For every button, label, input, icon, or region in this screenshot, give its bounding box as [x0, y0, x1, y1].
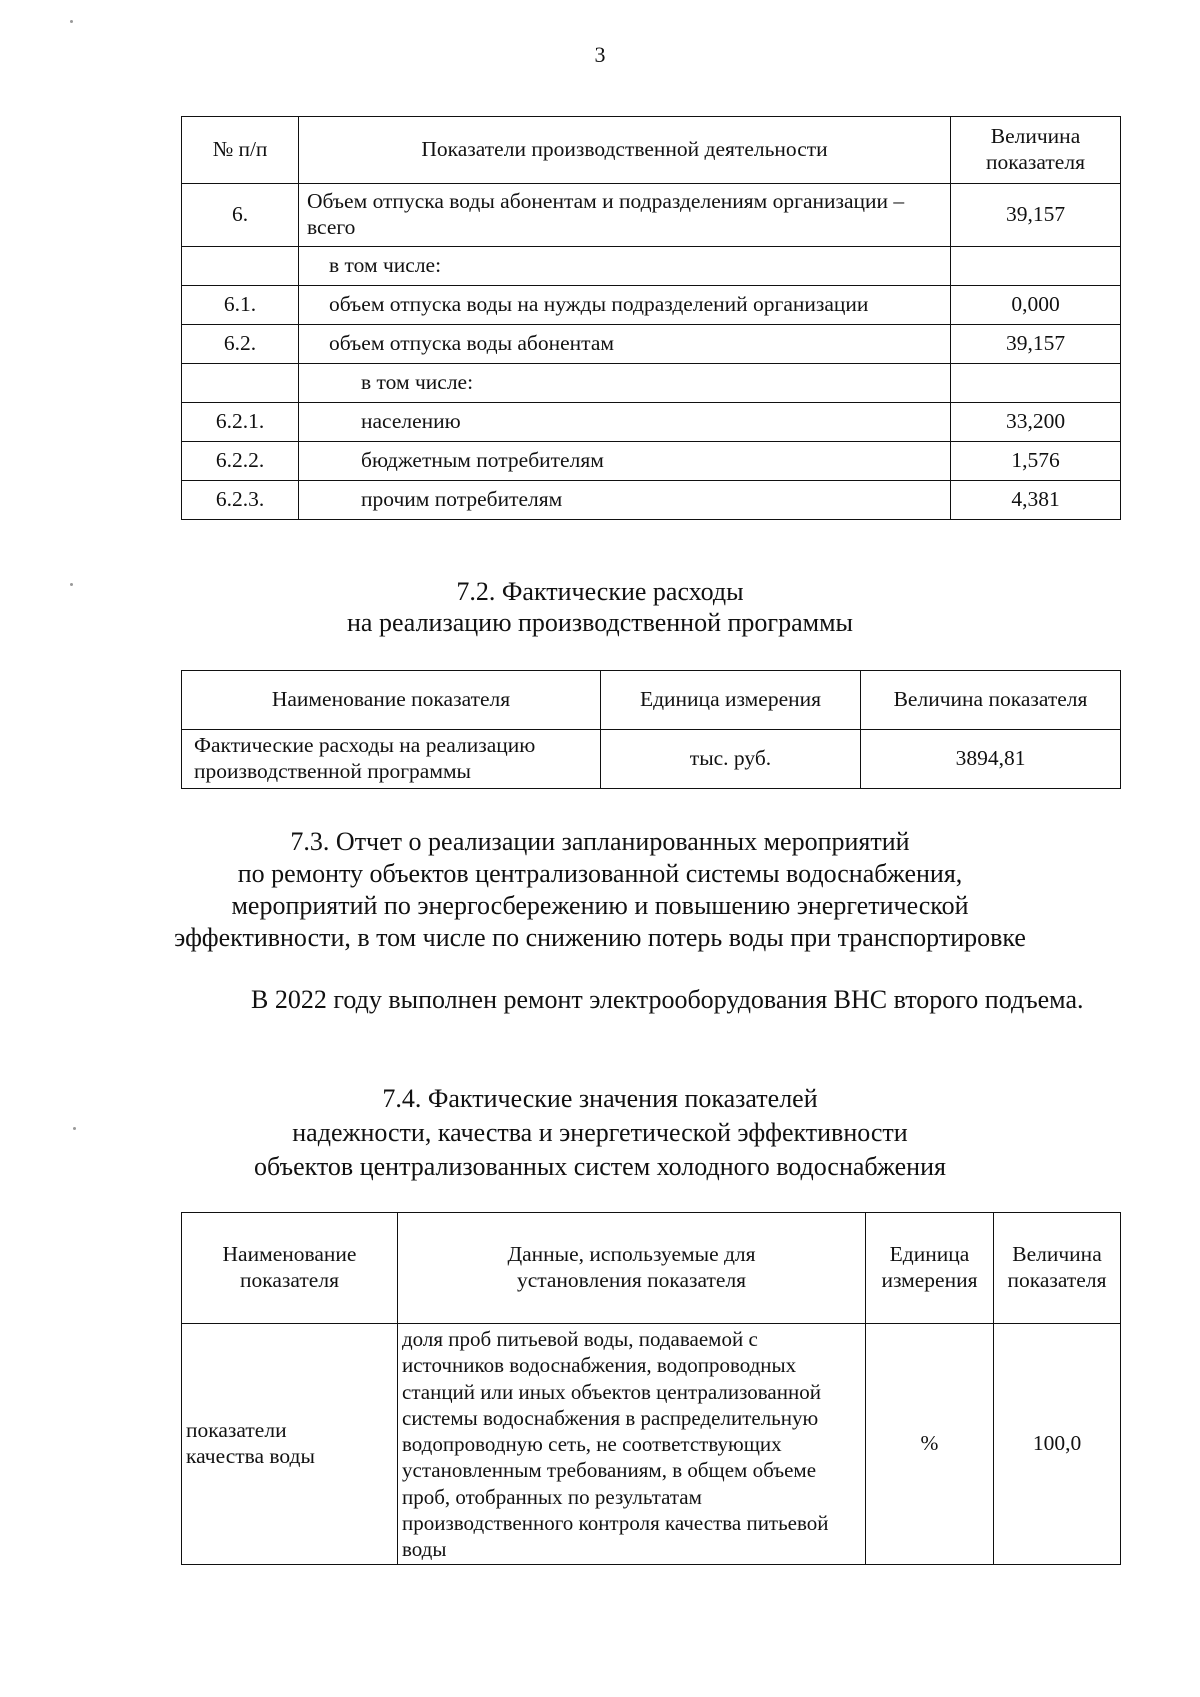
row-label: прочим потребителям — [299, 481, 951, 520]
row-number — [182, 364, 299, 403]
row-number: 6.2.3. — [182, 481, 299, 520]
section-7-4-heading-line-3: объектов централизованных систем холодного водоснабжения — [254, 1152, 946, 1181]
row-label: в том числе: — [299, 247, 951, 286]
indicator-unit: % — [866, 1324, 994, 1565]
expense-value: 3894,81 — [861, 730, 1121, 789]
row-label: бюджетным потребителям — [299, 442, 951, 481]
table-row — [182, 247, 1121, 286]
table-row — [182, 1324, 1121, 1565]
expense-unit: тыс. руб. — [601, 730, 861, 789]
row-value — [951, 364, 1121, 403]
expense-name: Фактические расходы на реализацию производственной программы — [182, 730, 601, 789]
production-indicators-table — [181, 116, 1121, 520]
table-row — [182, 481, 1121, 520]
row-value: 0,000 — [951, 286, 1121, 325]
column-header-unit: Единица измерения — [866, 1213, 994, 1324]
column-header-value: Величина показателя — [861, 671, 1121, 730]
row-label: в том числе: — [299, 364, 951, 403]
section-7-3-heading-line-3: мероприятий по энергосбережению и повышению энергетической — [231, 891, 969, 920]
row-label: объем отпуска воды абонентам — [299, 325, 951, 364]
table-header-row — [182, 671, 1121, 730]
row-value: 1,576 — [951, 442, 1121, 481]
row-label: населению — [299, 403, 951, 442]
table-row — [182, 730, 1121, 789]
table-row — [182, 403, 1121, 442]
section-7-4-heading-line-2: надежности, качества и энергетической эффективности — [292, 1118, 908, 1147]
section-7-3-paragraph: В 2022 году выполнен ремонт электрооборудования ВНС второго подъема. — [251, 985, 1084, 1014]
column-header-value: Величина показателя — [951, 117, 1121, 184]
table-row — [182, 184, 1121, 247]
row-number: 6. — [182, 184, 299, 247]
section-7-3-heading-line-4: эффективности, в том числе по снижению потерь воды при транспортировке — [174, 923, 1026, 952]
column-header-name: Наименование показателя — [182, 671, 601, 730]
row-label: объем отпуска воды на нужды подразделений организации — [299, 286, 951, 325]
row-value: 39,157 — [951, 325, 1121, 364]
scan-speck — [70, 20, 73, 23]
reliability-quality-table — [181, 1212, 1121, 1565]
indicator-name: показатели качества воды — [182, 1324, 398, 1565]
table-row — [182, 286, 1121, 325]
table-row — [182, 442, 1121, 481]
column-header-value: Величина показателя — [994, 1213, 1121, 1324]
row-value — [951, 247, 1121, 286]
section-7-3-heading-line-2: по ремонту объектов централизованной системы водоснабжения, — [237, 859, 963, 888]
column-header-name: Наименование показателя — [182, 1213, 398, 1324]
section-7-2-heading-line-1: 7.2. Фактические расходы — [456, 577, 744, 606]
section-7-2-heading-line-2: на реализацию производственной программы — [346, 608, 853, 637]
table-row — [182, 325, 1121, 364]
table-header-row — [182, 117, 1121, 184]
row-value: 4,381 — [951, 481, 1121, 520]
row-label: Объем отпуска воды абонентам и подразделениям организации – всего — [299, 184, 951, 247]
table-header-row — [182, 1213, 1121, 1324]
row-value: 33,200 — [951, 403, 1121, 442]
column-header-number: № п/п — [182, 117, 299, 184]
column-header-unit: Единица измерения — [601, 671, 861, 730]
page-number: 3 — [594, 42, 606, 67]
section-7-4-heading — [0, 1082, 1200, 1184]
row-number: 6.2.1. — [182, 403, 299, 442]
row-number — [182, 247, 299, 286]
section-7-3-heading — [0, 826, 1200, 954]
row-number: 6.2.2. — [182, 442, 299, 481]
section-7-2-heading — [0, 576, 1200, 638]
section-7-4-heading-line-1: 7.4. Фактические значения показателей — [382, 1084, 818, 1113]
table-row — [182, 364, 1121, 403]
indicator-data: доля проб питьевой воды, подаваемой с источников водоснабжения, водопроводных станций или иных объектов централизованной системы водоснабжения в распределительную водопроводную сеть, не соответствующих установленным требованиям, в общем объеме проб, отобранных по результатам производственного контроля качества питьевой воды — [398, 1324, 866, 1565]
row-number: 6.2. — [182, 325, 299, 364]
column-header-data: Данные, используемые для установления показателя — [398, 1213, 866, 1324]
indicator-value: 100,0 — [994, 1324, 1121, 1565]
section-7-3-heading-line-1: 7.3. Отчет о реализации запланированных мероприятий — [290, 827, 910, 856]
actual-expenses-table — [181, 670, 1121, 789]
column-header-indicators: Показатели производственной деятельности — [299, 117, 951, 184]
row-number: 6.1. — [182, 286, 299, 325]
row-value: 39,157 — [951, 184, 1121, 247]
